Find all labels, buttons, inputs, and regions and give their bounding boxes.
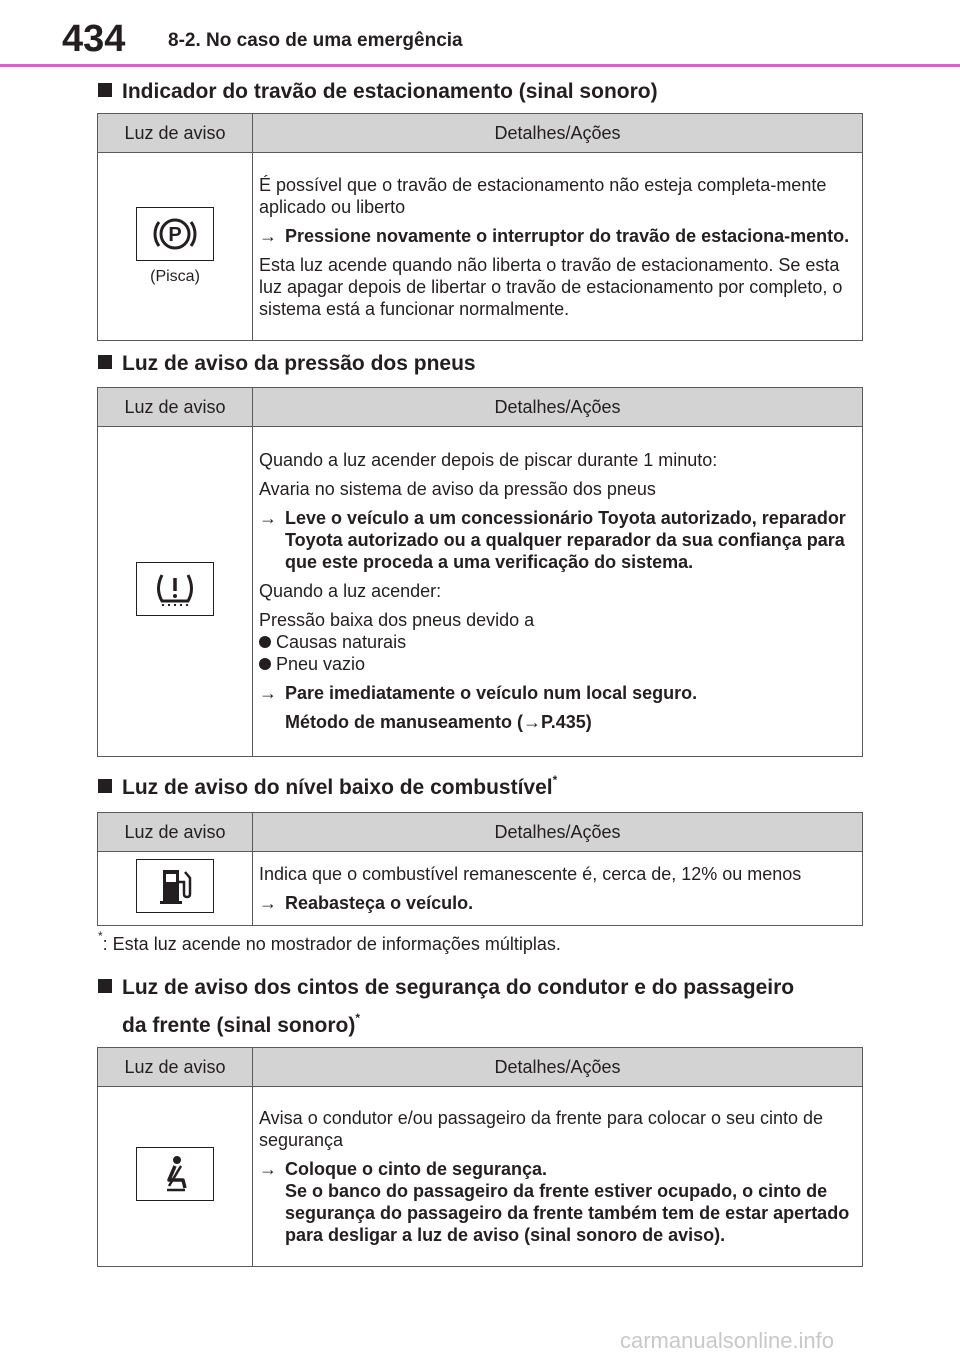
column-header-details: Detalhes/Ações: [253, 388, 863, 427]
arrow-icon: →: [259, 1159, 277, 1179]
footnote-mark: *: [552, 773, 558, 787]
action-item: → Pare imediatamente o veículo num local seguro.: [259, 682, 698, 703]
section-title-seatbelt: Luz de aviso dos cintos de segurança do condutor e do passageiro da frente (sinal sonoro)*: [98, 970, 794, 1044]
column-header-light: Luz de aviso: [98, 388, 253, 427]
section-title-fuel: Luz de aviso do nível baixo de combustível*: [98, 770, 557, 806]
column-header-details: Detalhes/Ações: [253, 1048, 863, 1087]
detail-text: Avisa o condutor e/ou passageiro da frente para colocar o seu cinto de segurança: [259, 1108, 824, 1150]
action-item: → Coloque o cinto de segurança. Se o banco do passageiro da frente estiver ocupado, o cinto de segurança do passageiro da frente também tem de estar apertado para desligar a luz de aviso (sinal sonoro de aviso).: [259, 1159, 850, 1245]
column-header-light: Luz de aviso: [98, 1048, 253, 1087]
icon-caption: (Pisca): [150, 268, 200, 285]
warning-light-cell: [98, 852, 253, 926]
arrow-icon: →: [259, 225, 277, 246]
section-square-icon: [98, 979, 112, 993]
section-title-tire-pressure: Luz de aviso da pressão dos pneus: [98, 346, 476, 382]
footnote-mark: *: [355, 1011, 361, 1025]
warning-table-parking-brake: [97, 113, 863, 341]
detail-text: Quando a luz acender:: [259, 580, 442, 601]
list-item: Causas naturais: [259, 631, 858, 653]
detail-text: Pressão baixa dos pneus devido a: [259, 609, 535, 630]
section-title-parking-brake: Indicador do travão de estacionamento (sinal sonoro): [98, 74, 658, 110]
column-header-details: Detalhes/Ações: [253, 813, 863, 852]
detail-text: Quando a luz acender depois de piscar durante 1 minuto:: [259, 449, 718, 470]
fuel-pump-icon: [136, 859, 214, 913]
arrow-icon: →: [259, 507, 277, 528]
section-square-icon: [98, 83, 112, 97]
warning-table-tire-pressure: [97, 387, 863, 757]
svg-text:P: P: [168, 224, 182, 246]
page-number: 434: [62, 18, 126, 60]
bullet-icon: [259, 636, 271, 648]
arrow-icon: →: [523, 711, 542, 732]
watermark: carmanualsonline.info: [620, 1328, 835, 1353]
warning-table-fuel: [97, 812, 863, 926]
arrow-icon: →: [259, 682, 277, 703]
warning-light-cell: [98, 153, 253, 341]
detail-text: É possível que o travão de estacionamento não esteja completa-mente aplicado ou liberto: [259, 174, 827, 217]
method-reference: Método de manuseamento (→P.435): [285, 711, 592, 732]
detail-text: Indica que o combustível remanescente é, cerca de, 12% ou menos: [259, 864, 802, 884]
details-cell: [253, 852, 863, 926]
details-cell: [253, 153, 863, 341]
chapter-title: 8-2. No caso de uma emergência: [168, 30, 463, 51]
arrow-icon: →: [259, 893, 277, 913]
section-square-icon: [98, 779, 112, 793]
column-header-light: Luz de aviso: [98, 813, 253, 852]
action-item: → Pressione novamente o interruptor do travão de estaciona-mento.: [259, 225, 850, 246]
details-cell: [253, 427, 863, 757]
footnote-mark: *: [98, 929, 103, 943]
footnote: *: Esta luz acende no mostrador de informações múltiplas.: [98, 929, 561, 954]
warning-table-seatbelt: [97, 1047, 863, 1267]
column-header-light: Luz de aviso: [98, 114, 253, 153]
bullet-icon: [259, 658, 271, 670]
tire-pressure-icon: [136, 562, 214, 616]
seatbelt-icon: [136, 1147, 214, 1201]
column-header-details: Detalhes/Ações: [253, 114, 863, 153]
list-item: Pneu vazio: [259, 653, 858, 675]
section-square-icon: [98, 355, 112, 369]
warning-light-cell: [98, 427, 253, 757]
detail-text: Esta luz acende quando não liberta o travão de estacionamento. Se esta luz apagar depois de libertar o travão de estacionamento por completo, o sistema está a funcionar normalmente.: [259, 254, 843, 319]
warning-light-cell: [98, 1087, 253, 1267]
action-item: → Leve o veículo a um concessionário Toyota autorizado, reparador Toyota autorizado ou a qualquer reparador da sua confiança para que este proceda a uma verificação do sistema.: [259, 507, 846, 572]
action-item: → Reabasteça o veículo.: [259, 893, 474, 913]
detail-text: Avaria no sistema de aviso da pressão dos pneus: [259, 478, 656, 499]
header-rule: [0, 64, 960, 67]
parking-brake-icon: [136, 207, 214, 261]
details-cell: [253, 1087, 863, 1267]
